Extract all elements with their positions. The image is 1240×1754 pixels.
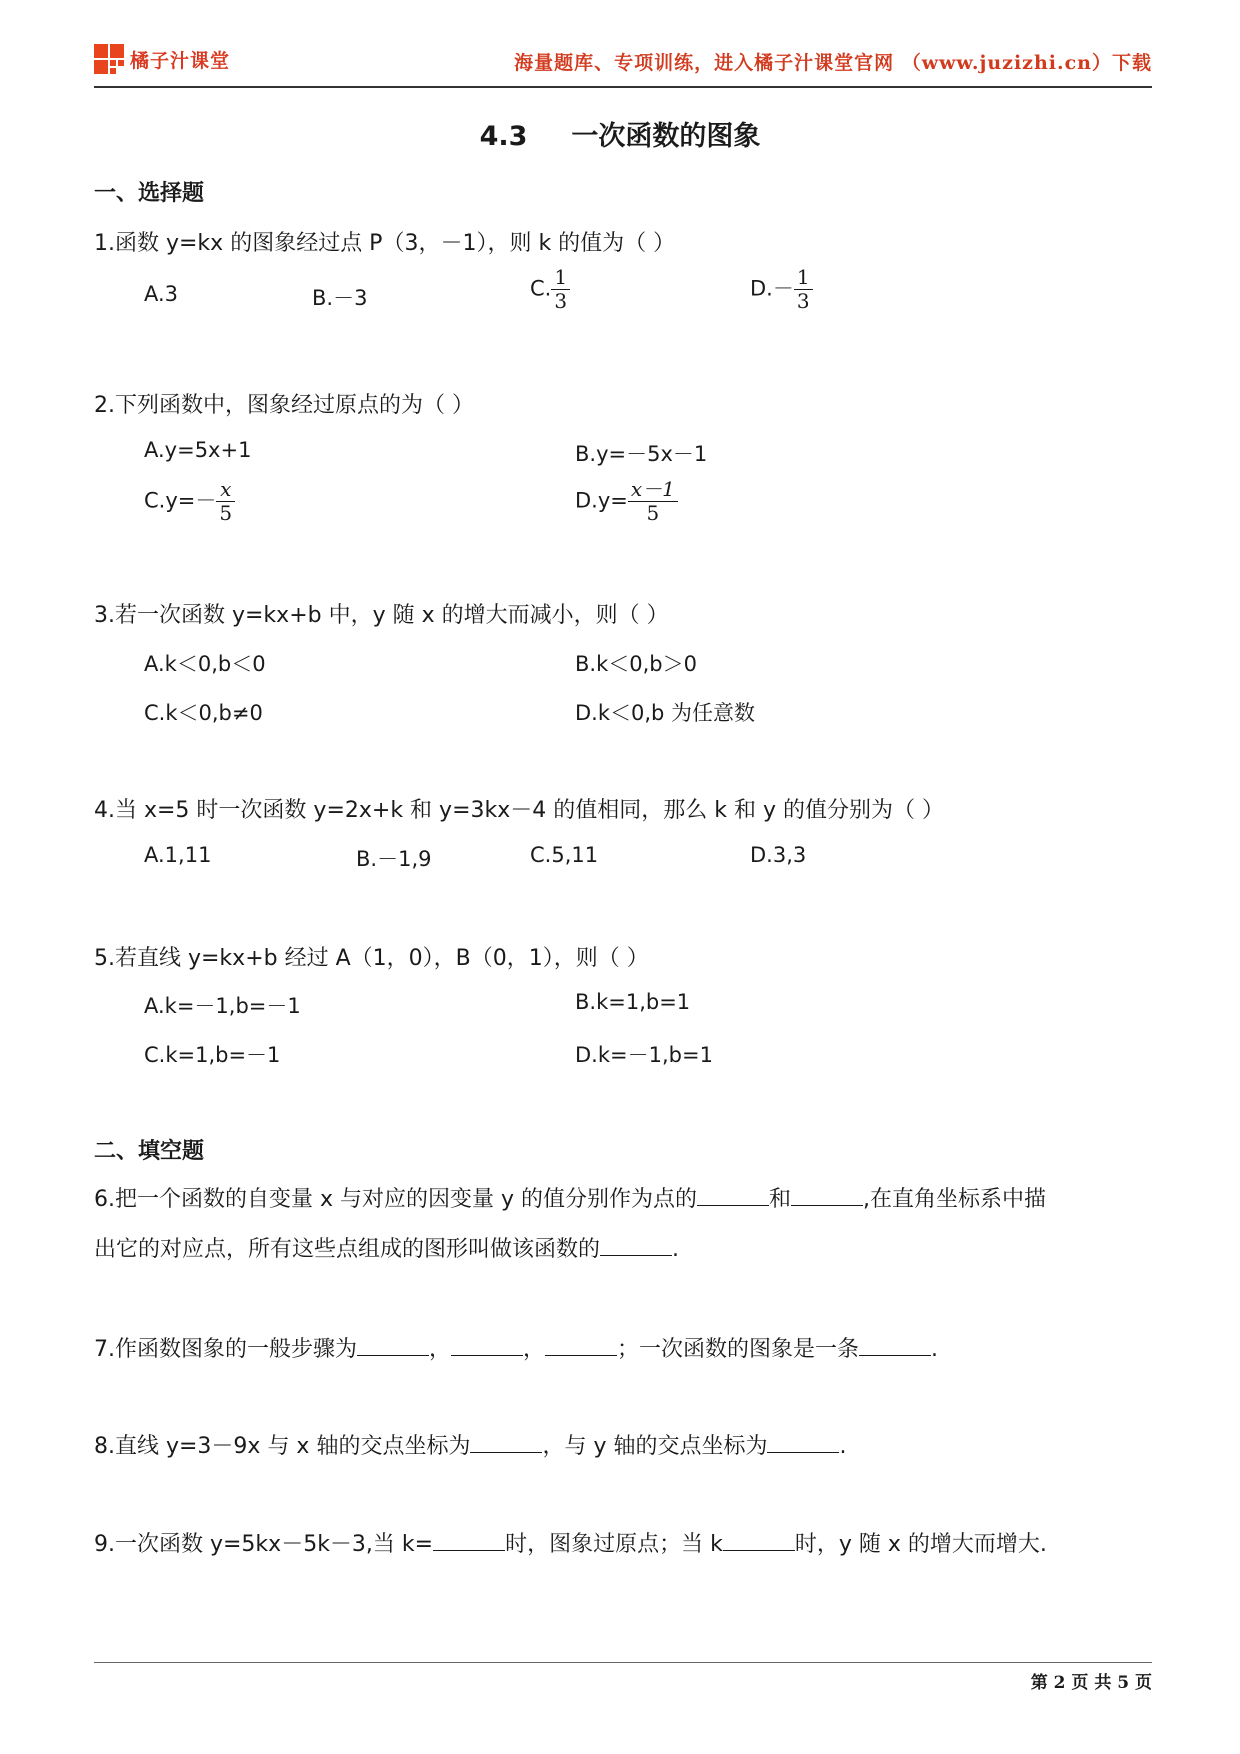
q5-option-d: D.k=－1,b=1 (575, 1043, 713, 1067)
section-heading-fill: 二、填空题 (94, 1138, 205, 1164)
logo-grid-icon (94, 44, 124, 74)
question-3-stem: 3.若一次函数 y=kx+b 中，y 随 x 的增大而减小，则（ ） (94, 603, 669, 628)
footer-divider (94, 1662, 1152, 1663)
q6-text-5: . (672, 1237, 680, 1262)
question-7 (94, 1332, 938, 1363)
q1-option-c-fraction (551, 266, 570, 313)
q1-option-b: B.－3 (312, 286, 368, 310)
title-text: 一次函数的图象 (571, 121, 761, 152)
q7-text-2: ；一次函数的图象是一条 (617, 1337, 860, 1362)
q5-option-a: A.k=－1,b=－1 (144, 994, 301, 1018)
q4-option-b: B.－1,9 (356, 847, 432, 871)
q1-option-a: A.3 (144, 282, 179, 306)
answer-blank[interactable] (451, 1333, 523, 1356)
q8-text-3: . (839, 1434, 847, 1459)
fraction-numerator: x－1 (628, 478, 678, 502)
header-slogan: 海量题库、专项训练，进入橘子汁课堂官网 （www.juzizhi.cn）下载 (514, 52, 1152, 74)
answer-blank[interactable] (433, 1528, 505, 1551)
question-2-stem: 2.下列函数中，图象经过原点的为（ ） (94, 393, 474, 418)
question-6-line-2 (94, 1232, 679, 1263)
q6-text-1: 6.把一个函数的自变量 x 与对应的因变量 y 的值分别作为点的 (94, 1187, 698, 1212)
q6-text-4: 出它的对应点，所有这些点组成的图形叫做该函数的 (94, 1237, 601, 1262)
fraction-denominator: 3 (554, 289, 568, 313)
q9-text-1: 9.一次函数 y=5kx－5k－3,当 k= (94, 1532, 434, 1557)
q9-text-3: 时，y 随 x 的增大而增大. (794, 1532, 1047, 1557)
fraction-denominator: 5 (646, 501, 660, 525)
fraction-numerator: x (216, 478, 235, 502)
q2-option-c (144, 478, 235, 525)
q2-option-a: A.y=5x+1 (144, 438, 252, 462)
answer-blank[interactable] (767, 1430, 839, 1453)
q2-option-d-label: D.y= (575, 488, 628, 513)
q1-option-c-label: C. (530, 276, 552, 301)
question-6-line-1 (94, 1182, 1046, 1213)
question-9 (94, 1527, 1047, 1558)
q2-option-d-fraction (628, 478, 678, 525)
q2-option-c-fraction (216, 478, 235, 525)
question-4-stem: 4.当 x=5 时一次函数 y=2x+k 和 y=3kx－4 的值相同，那么 k 和 y 的值分别为（ ） (94, 798, 944, 823)
header-divider (94, 86, 1152, 88)
q1-option-d-fraction (794, 266, 813, 313)
q6-text-3: ,在直角坐标系中描 (863, 1187, 1047, 1212)
answer-blank[interactable] (859, 1333, 931, 1356)
answer-blank[interactable] (545, 1333, 617, 1356)
q3-option-c: C.k＜0,b≠0 (144, 701, 263, 725)
answer-blank[interactable] (470, 1430, 542, 1453)
q1-option-d-label: D.－ (750, 276, 794, 301)
q8-text-2: ，与 y 轴的交点坐标为 (542, 1434, 768, 1459)
fraction-denominator: 3 (796, 289, 810, 313)
answer-blank[interactable] (723, 1528, 795, 1551)
page-title (0, 114, 1240, 153)
q9-text-2: 时，图象过原点；当 k (505, 1532, 723, 1557)
answer-blank[interactable] (791, 1183, 863, 1206)
page-number: 第 2 页 共 5 页 (1030, 1673, 1152, 1693)
q6-text-2: 和 (769, 1187, 792, 1212)
title-number: 4.3 (479, 121, 528, 152)
q4-option-d: D.3,3 (750, 843, 807, 867)
q1-option-c (530, 266, 570, 313)
q7-separator-2: ， (523, 1337, 546, 1362)
q2-option-c-label: C.y=－ (144, 488, 217, 513)
q3-option-a: A.k＜0,b＜0 (144, 652, 266, 676)
section-heading-choice: 一、选择题 (94, 180, 205, 206)
q4-option-c: C.5,11 (530, 843, 599, 867)
question-8 (94, 1429, 846, 1460)
q7-text-3: . (931, 1337, 939, 1362)
q2-option-b: B.y=－5x－1 (575, 442, 708, 466)
q7-text-1: 7.作函数图象的一般步骤为 (94, 1337, 357, 1362)
question-1-stem: 1.函数 y=kx 的图象经过点 P（3，－1），则 k 的值为（ ） (94, 231, 676, 256)
answer-blank[interactable] (600, 1233, 672, 1256)
brand-logo[interactable] (94, 44, 230, 74)
q4-option-a: A.1,11 (144, 843, 212, 867)
page-header (94, 40, 1152, 80)
q5-option-b: B.k=1,b=1 (575, 990, 691, 1014)
fraction-numerator: 1 (794, 266, 813, 290)
q3-option-d: D.k＜0,b 为任意数 (575, 701, 756, 725)
q5-option-c: C.k=1,b=－1 (144, 1043, 281, 1067)
fraction-numerator: 1 (551, 266, 570, 290)
q1-option-d (750, 266, 813, 313)
answer-blank[interactable] (697, 1183, 769, 1206)
logo-text: 橘子汁课堂 (130, 49, 231, 72)
q7-separator-1: ， (429, 1337, 452, 1362)
q8-text-1: 8.直线 y=3－9x 与 x 轴的交点坐标为 (94, 1434, 471, 1459)
q3-option-b: B.k＜0,b＞0 (575, 652, 697, 676)
q2-option-d (575, 478, 678, 525)
answer-blank[interactable] (357, 1333, 429, 1356)
question-5-stem: 5.若直线 y=kx+b 经过 A（1，0），B（0，1），则（ ） (94, 946, 649, 971)
fraction-denominator: 5 (219, 501, 233, 525)
